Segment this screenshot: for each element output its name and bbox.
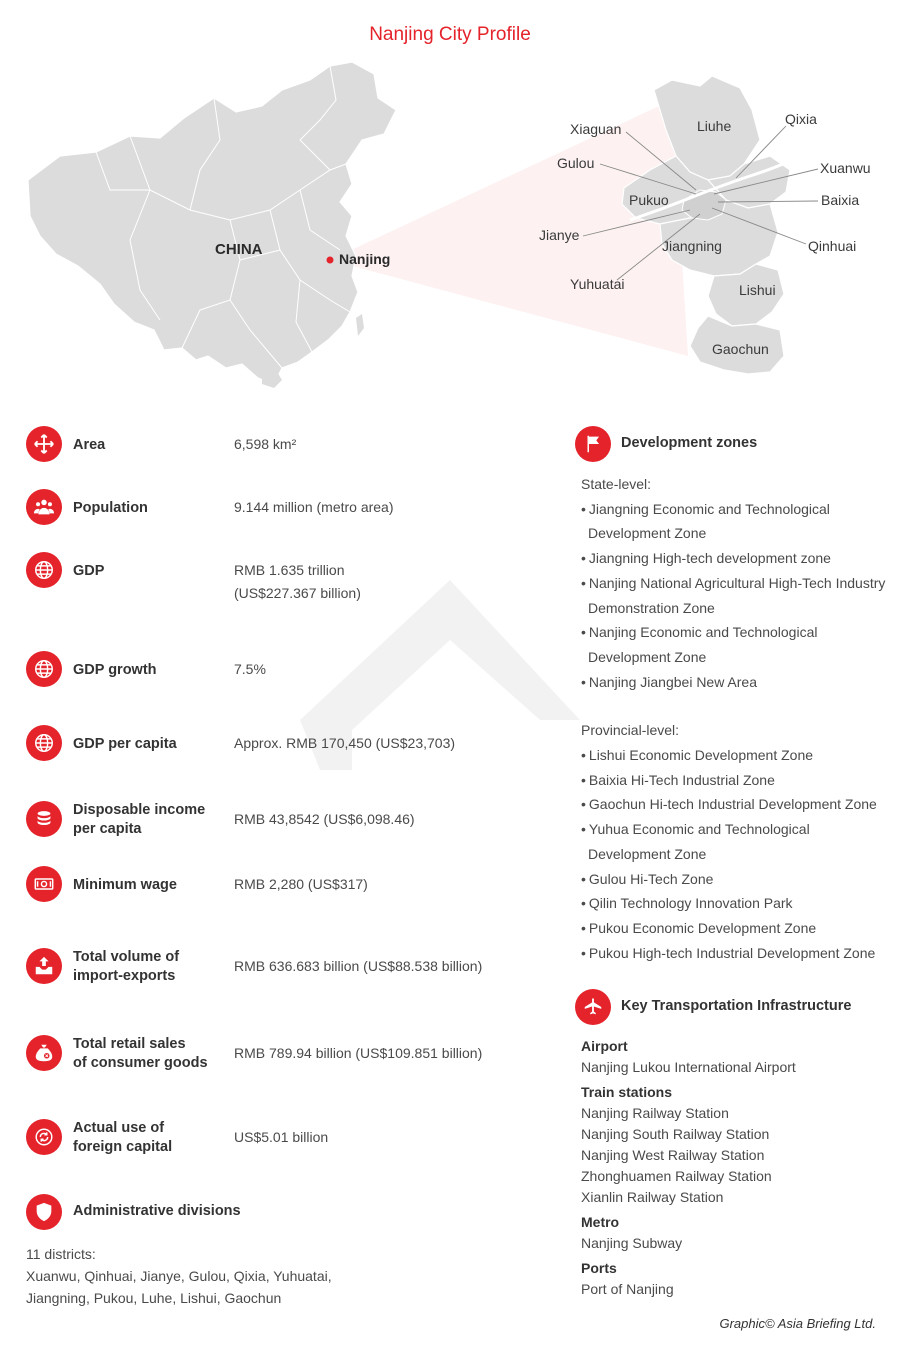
- china-map-shape: [28, 62, 396, 384]
- transport-heading: Airport: [581, 1038, 628, 1054]
- stat-value: RMB 43,8542 (US$6,098.46): [234, 811, 415, 827]
- shield-icon: [26, 1194, 62, 1230]
- development-zones-title: Development zones: [621, 435, 758, 451]
- money-bag-icon: [26, 1035, 62, 1071]
- list-item: • Gaochun Hi-tech Industrial Development Zone: [581, 792, 891, 817]
- stat-name: Minimum wage: [73, 877, 177, 893]
- stat-name-secondary: of consumer goods: [73, 1055, 208, 1071]
- list-item: Nanjing South Railway Station: [581, 1126, 770, 1142]
- admin-divisions-text: [26, 1243, 356, 1309]
- admin-line: Xuanwu, Qinhuai, Jianye, Gulou, Qixia, Yuhuatai,: [26, 1268, 332, 1284]
- list-item: • Lishui Economic Development Zone: [581, 743, 891, 768]
- list-item: Nanjing Subway: [581, 1235, 683, 1251]
- transport-heading: Ports: [581, 1260, 617, 1276]
- stat-name-secondary: import-exports: [73, 968, 176, 984]
- list-item: • Nanjing National Agricultural High-Tech Industry Demonstration Zone: [581, 571, 891, 620]
- admin-line: 11 districts:: [26, 1246, 96, 1262]
- globe-icon: [26, 725, 62, 761]
- banknote-icon: [26, 866, 62, 902]
- district-jianye: Jianye: [539, 227, 580, 243]
- nanjing-marker: [327, 257, 334, 264]
- admin-divisions-title: Administrative divisions: [73, 1203, 241, 1219]
- list-item: Nanjing Lukou International Airport: [581, 1059, 796, 1075]
- stat-value: 6,598 km²: [234, 436, 297, 452]
- stat-name: GDP growth: [73, 662, 157, 678]
- list-item: Nanjing West Railway Station: [581, 1147, 765, 1163]
- list-item: • Pukou Economic Development Zone: [581, 916, 891, 941]
- district-qinhuai: Qinhuai: [808, 238, 857, 254]
- district-xuanwu: Xuanwu: [820, 160, 871, 176]
- stat-value: Approx. RMB 170,450 (US$23,703): [234, 735, 456, 751]
- list-item: Zhonghuamen Railway Station: [581, 1168, 772, 1184]
- flag-icon: [575, 426, 611, 462]
- district-lishui: Lishui: [739, 282, 776, 298]
- district-yuhuatai: Yuhuatai: [570, 276, 625, 292]
- transportation-title: Key Transportation Infrastructure: [621, 998, 852, 1014]
- page-title: Nanjing City Profile: [369, 24, 531, 45]
- list-item: • Pukou High-tech Industrial Development Zone: [581, 941, 891, 966]
- state-level-label: State-level:: [581, 476, 652, 492]
- stat-value: RMB 636.683 billion (US$88.538 billion): [234, 958, 483, 974]
- stat-value: US$5.01 billion: [234, 1129, 329, 1145]
- list-item: • Jiangning Economic and Technological Development Zone: [581, 497, 891, 546]
- list-item: • Qilin Technology Innovation Park: [581, 891, 891, 916]
- district-baixia: Baixia: [821, 192, 860, 208]
- district-xiaguan: Xiaguan: [570, 121, 622, 137]
- stat-name: Total retail sales: [73, 1036, 186, 1052]
- stat-name: Area: [73, 437, 106, 453]
- stat-name: Disposable income: [73, 802, 206, 818]
- district-gulou: Gulou: [557, 155, 595, 171]
- arrows-move-icon: [26, 426, 62, 462]
- district-qixia: Qixia: [785, 111, 817, 127]
- district-liuhe: Liuhe: [697, 118, 732, 134]
- list-item: • Jiangning High-tech development zone: [581, 546, 891, 571]
- stat-value: RMB 789.94 billion (US$109.851 billion): [234, 1045, 483, 1061]
- stat-value: RMB 2,280 (US$317): [234, 876, 368, 892]
- globe-icon: [26, 552, 62, 588]
- stat-name-secondary: per capita: [73, 821, 142, 837]
- list-item: Xianlin Railway Station: [581, 1189, 724, 1205]
- import-export-icon: [26, 948, 62, 984]
- district-pukuo: Pukuo: [629, 192, 669, 208]
- stat-value: 7.5%: [234, 661, 266, 677]
- transport-heading: Train stations: [581, 1084, 673, 1100]
- admin-line: Jiangning, Pukou, Luhe, Lishui, Gaochun: [26, 1290, 282, 1306]
- airplane-icon: [575, 989, 611, 1025]
- stat-value: 9.144 million (metro area): [234, 499, 394, 515]
- provincial-level-label: Provincial-level:: [581, 722, 680, 739]
- map-area: [0, 60, 900, 400]
- stat-name: GDP per capita: [73, 736, 177, 752]
- stat-name: Total volume of: [73, 949, 180, 965]
- globe-icon: [26, 651, 62, 687]
- stat-value-secondary: (US$227.367 billion): [234, 585, 361, 601]
- list-item: • Yuhua Economic and Technological Development Zone: [581, 817, 891, 866]
- china-label: CHINA: [215, 241, 263, 258]
- taiwan-shape: [356, 314, 364, 336]
- list-item: Nanjing Railway Station: [581, 1105, 729, 1121]
- stat-name: GDP: [73, 563, 105, 579]
- district-gaochun: Gaochun: [712, 341, 769, 357]
- transport-heading: Metro: [581, 1214, 620, 1230]
- list-item: Port of Nanjing: [581, 1281, 674, 1297]
- list-item: • Gulou Hi-Tech Zone: [581, 867, 891, 892]
- district-jiangning: Jiangning: [662, 238, 722, 254]
- nanjing-label: Nanjing: [339, 251, 391, 267]
- stat-value: RMB 1.635 trillion: [234, 562, 345, 578]
- stat-name: Actual use of: [73, 1120, 165, 1136]
- stat-name-secondary: foreign capital: [73, 1139, 173, 1155]
- currency-exchange-icon: [26, 1119, 62, 1155]
- stat-name: Population: [73, 500, 148, 516]
- provincial-level-list: [581, 743, 891, 965]
- state-level-list: [581, 497, 891, 695]
- list-item: • Nanjing Economic and Technological Development Zone: [581, 620, 891, 669]
- list-item: • Baixia Hi-Tech Industrial Zone: [581, 768, 891, 793]
- coins-stack-icon: [26, 801, 62, 837]
- credit-text: Graphic© Asia Briefing Ltd.: [719, 1316, 876, 1331]
- transportation-list: [581, 1036, 891, 1300]
- people-icon: [26, 489, 62, 525]
- list-item: • Nanjing Jiangbei New Area: [581, 670, 891, 695]
- development-zones-list: [581, 472, 891, 965]
